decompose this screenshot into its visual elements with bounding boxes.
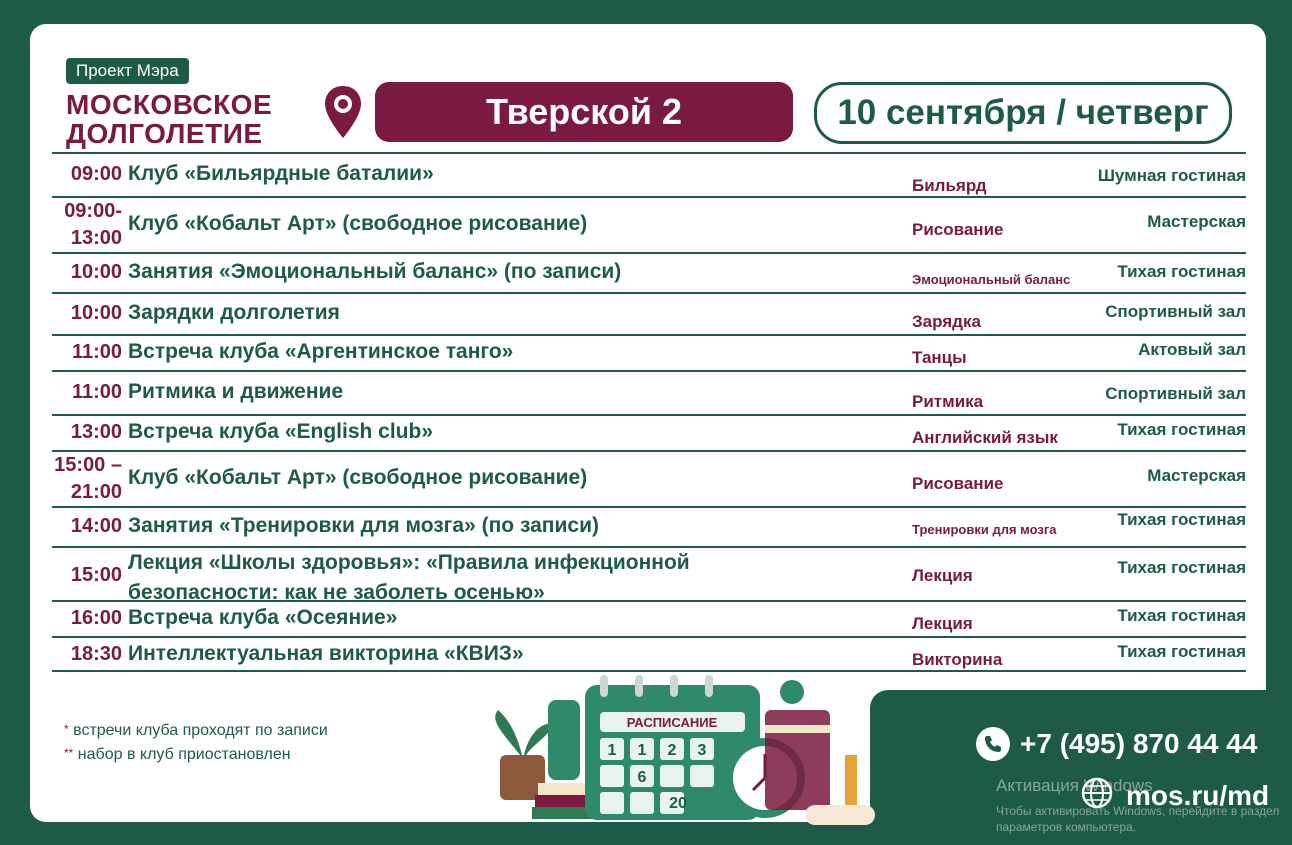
project-badge: Проект Мэра [66, 58, 189, 84]
row-room: Тихая гостиная [1117, 262, 1246, 281]
windows-activation-title: Активация Windows [996, 776, 1153, 795]
location-pin-icon [322, 84, 364, 140]
row-time: 11:00 [71, 380, 122, 403]
row-event: Ритмика и движение [128, 380, 344, 403]
row-event: Лекция «Школы здоровья»: «Правила инфекционной безопасности: как не заболеть осенью» [128, 551, 690, 604]
schedule-row [52, 414, 1246, 452]
row-category: Ритмика [912, 392, 984, 411]
row-room: Мастерская [1147, 212, 1246, 231]
windows-activation-text: Чтобы активировать Windows, перейдите в раздел параметров компьютера. [996, 804, 1280, 834]
row-time: 18:30 [70, 642, 122, 665]
website-link[interactable]: mos.ru/md [1126, 780, 1270, 811]
row-time: 14:00 [70, 514, 122, 537]
location-title: Тверской 2 [375, 82, 793, 142]
row-time: 11:00 [71, 340, 122, 363]
row-room: Шумная гостиная [1097, 166, 1246, 185]
phone-icon [976, 727, 1010, 761]
calendar-cell: 6 [637, 769, 647, 786]
row-time: 10:00 [70, 260, 122, 283]
row-time: 15:00 – 21:00 [54, 454, 122, 503]
row-category: Тренировки для мозга [912, 522, 1057, 537]
row-room: Тихая гостиная [1117, 642, 1246, 661]
footnote-1: * встречи клуба проходят по записи [64, 722, 328, 739]
phone-number[interactable]: +7 (495) 870 44 44 [1020, 728, 1258, 759]
row-event: Занятия «Эмоциональный баланс» (по записи) [128, 260, 622, 283]
date-label: 10 сентября / четверг [814, 82, 1232, 144]
row-time: 15:00 [70, 564, 122, 586]
row-event: Встреча клуба «Аргентинское танго» [128, 340, 514, 363]
row-category: Лекция [912, 614, 973, 633]
schedule-row [52, 292, 1246, 336]
logo-line-1: МОСКОВСКОЕ [66, 89, 273, 120]
calendar-cell: 1 [607, 742, 617, 759]
row-category: Лекция [912, 566, 973, 585]
calendar-cell: 20 [669, 795, 687, 812]
row-room: Спортивный зал [1105, 384, 1246, 403]
row-time: 16:00 [70, 606, 122, 629]
row-time: 10:00 [70, 301, 122, 324]
row-event: Занятия «Тренировки для мозга» (по записи) [128, 514, 599, 537]
row-time: 09:00- 13:00 [64, 200, 122, 249]
row-event: Зарядки долголетия [128, 301, 340, 324]
row-room: Тихая гостиная [1117, 606, 1246, 625]
schedule-illustration [420, 650, 900, 830]
schedule-row [52, 506, 1246, 548]
calendar-cell: 1 [637, 742, 647, 759]
row-category: Бильярд [912, 176, 987, 195]
schedule-row [52, 152, 1246, 198]
row-room: Мастерская [1147, 466, 1246, 485]
row-room: Тихая гостиная [1117, 558, 1246, 577]
row-category: Танцы [912, 348, 967, 367]
schedule-row [52, 546, 1246, 602]
row-room: Тихая гостиная [1117, 420, 1246, 439]
calendar-cell: 2 [667, 742, 677, 759]
footnote-2: ** набор в клуб приостановлен [64, 746, 291, 763]
row-event: Встреча клуба «Осеяние» [128, 606, 398, 629]
row-event: Клуб «Бильярдные баталии» [128, 162, 434, 185]
row-time: 13:00 [70, 420, 122, 443]
row-time: 09:00 [70, 162, 122, 185]
row-event: Интеллектуальная викторина «КВИЗ» [128, 642, 524, 665]
calendar-title: РАСПИСАНИЕ [626, 715, 718, 730]
row-category: Рисование [912, 474, 1004, 493]
row-category: Эмоциональный баланс [912, 272, 1071, 287]
schedule-row [52, 370, 1246, 416]
row-room: Актовый зал [1138, 340, 1246, 359]
row-category: Рисование [912, 220, 1004, 239]
row-category: Зарядка [912, 312, 981, 331]
logo-line-2: ДОЛГОЛЕТИЕ [66, 118, 263, 149]
row-event: Клуб «Кобальт Арт» (свободное рисование) [128, 212, 588, 235]
schedule-row [52, 196, 1246, 254]
row-category: Викторина [912, 650, 1003, 669]
row-category: Английский язык [912, 428, 1058, 447]
schedule-row [52, 450, 1246, 508]
row-room: Тихая гостиная [1117, 510, 1246, 529]
schedule-row [52, 334, 1246, 372]
schedule-row [52, 600, 1246, 638]
schedule-row [52, 252, 1246, 294]
row-event: Клуб «Кобальт Арт» (свободное рисование) [128, 466, 588, 489]
row-room: Спортивный зал [1105, 302, 1246, 321]
calendar-cell: 3 [697, 742, 707, 759]
row-event: Встреча клуба «English club» [128, 420, 434, 443]
